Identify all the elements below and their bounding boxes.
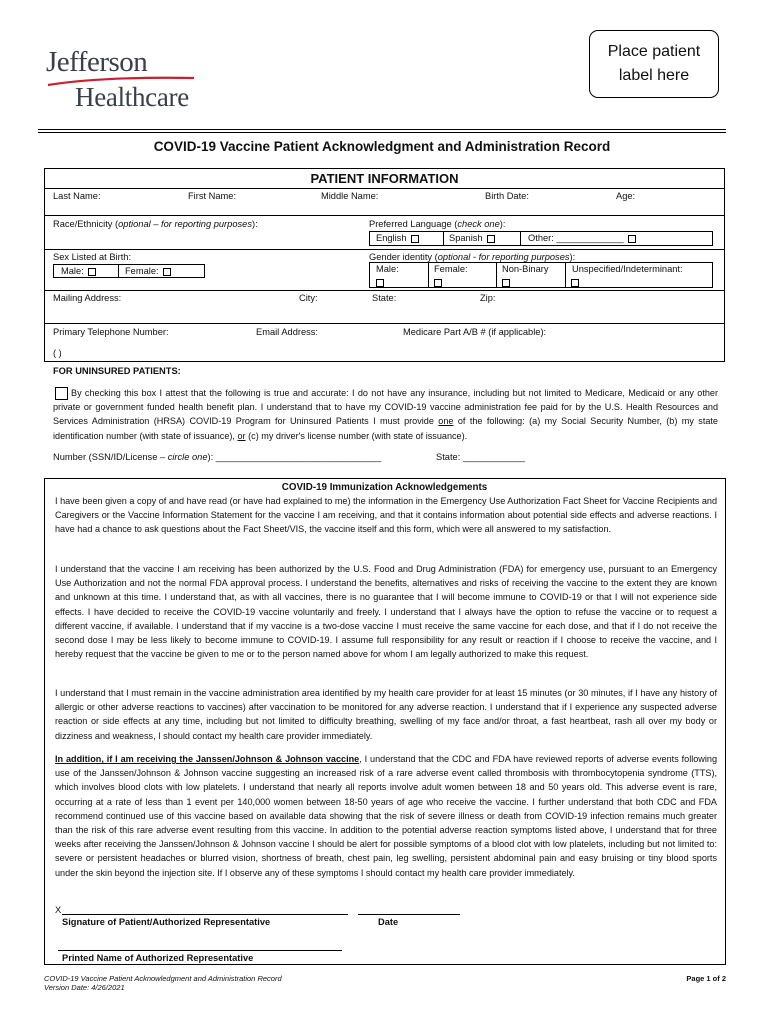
ack-paragraph-2: I understand that the vaccine I am receiving has been authorized by the U.S. Food and Drug Administration (FDA) for emergency use, pursuant to an Emergency Use Authorization and not the normal FDA approval process. I understand the benefits, alternatives and risks of receiving the vaccine to the extent they are known and unknown at this time. I understand that, as with all vaccines, there is no guarantee that I will become immune to COVID-19 or that I will not experience side effects. I have decided to receive the COVID-19 vaccine voluntarily and freely. I understand that I always have the option to refuse the vaccine or to request a different vaccine, if available. I understand that if my vaccine is a two-dose vaccine I must receive the same vaccine for each dose, and that if I do not receive the second dose I may be less likely to become immune to COVID-19. I assume full responsibility for any result or reaction if I choose to receive the vaccine, and I hereby request that the vaccine be given to me or to the person named above for whom I am legally authorized to make this request. — [55, 564, 717, 660]
janssen-text: , I understand that the CDC and FDA have reviewed reports of adverse events following use of the Janssen/Johnson & Johnson vaccine suggesting an increased risk of a rare adverse event called thrombosis with thrombocytopenia syndrome (TTS), which involves blood clots with low platelets. I understand that nearly all reports involve adult women between 18 and 50 years old. This adverse event is rare, occurring at a rate of less than 1 event per 140,000 women between 18-50 years of age who receive the vaccine. I further understand that both CDC and FDA recommend continued use of this vaccine based on available data showing that the risk of severe illness or death from COVID-19 infection remains much greater than the risk of this rare adverse event resulting from this vaccine. In addition to the potential adverse reaction symptoms listed above, I understand that for three weeks after receiving the Janssen/Johnson & Johnson vaccine I should be alert for possible symptoms of a blood clot with low platelets, including but not limited to: severe or persistent headaches or blurred vision, shortness of breath, chest pain, leg swelling, persistent abdominal pain and easy bruising or tiny blood sports under the skin beyond the injection site. If I observe any of these symptoms I should contact my health care provider immediately. — [55, 754, 718, 878]
date-label: Date — [378, 917, 399, 927]
mailing-address-field[interactable]: Mailing Address: — [53, 293, 122, 303]
sex-female-label: Female: — [125, 266, 159, 276]
medicare-field[interactable]: Medicare Part A/B # (if applicable): — [403, 327, 547, 337]
divider — [565, 262, 566, 288]
ack-paragraph-3: I understand that I must remain in the vaccine administration area identified by my health care provider for at least 15 minutes (or 30 minutes, if I have any history of allergic or other adverse reactions to vaccines) after vaccination to be monitored for any adverse reaction. I understand that if I experience any suspected adverse reaction or side effects at any time, including but not limited to difficulty breathing, swelling of my face and/or throat, a fast heartbeat, rash all over my body or dizziness and weakness, I should contact my health care provider immediately. — [55, 688, 717, 741]
patient-label-line2: label here — [618, 67, 690, 84]
gender-unspecified-label: Unspecified/Indeterminant: — [572, 264, 683, 274]
lang-other-label: Other: _____________ — [528, 233, 624, 243]
id-number-field[interactable]: Number (SSN/ID/License – circle one): ________________________________ — [53, 452, 382, 462]
footer-version: Version Date: 4/26/2021 — [44, 983, 125, 992]
uninsured-attestation — [53, 386, 718, 443]
sex-male-checkbox[interactable] — [61, 266, 96, 276]
janssen-lead: In addition, if I am receiving the Janssen/Johnson & Johnson vaccine — [55, 754, 360, 764]
gender-female-label: Female: — [434, 264, 468, 274]
first-name-field[interactable]: First Name: — [188, 191, 237, 201]
language-other-checkbox[interactable] — [528, 233, 636, 243]
checkbox-icon[interactable] — [628, 235, 636, 243]
header-rule-top — [38, 129, 726, 130]
divider — [496, 262, 497, 288]
sex-label: Sex Listed at Birth: — [53, 252, 132, 262]
header-rule-bottom — [38, 132, 726, 133]
ack-left-border — [44, 478, 45, 964]
signature-line[interactable] — [62, 914, 348, 915]
email-field[interactable]: Email Address: — [256, 327, 319, 337]
uninsured-text-or: or — [237, 430, 246, 441]
logo-jefferson: Jefferson — [46, 46, 148, 78]
ack-paragraph-4 — [55, 752, 717, 880]
state-field[interactable]: State: — [372, 293, 397, 303]
ack-top-border — [44, 478, 725, 480]
divider — [44, 215, 725, 216]
gender-label: Gender identity (optional - for reporting purposes): — [369, 252, 576, 262]
signature-x-mark: X — [55, 905, 62, 915]
patient-label-box — [589, 30, 719, 98]
gender-female-checkbox[interactable] — [434, 279, 442, 287]
ack-right-border — [725, 478, 726, 964]
checkbox-icon[interactable] — [487, 235, 495, 243]
ack-heading: COVID-19 Immunization Acknowledgements — [281, 482, 488, 493]
middle-name-field[interactable]: Middle Name: — [321, 191, 379, 201]
checkbox-icon[interactable] — [88, 268, 96, 276]
uninsured-text-b: of the following: (a) my Social Security Number, (b) my state identification number (with state of issuance), — [53, 416, 718, 441]
phone-field[interactable]: Primary Telephone Number: — [53, 327, 169, 337]
language-spanish-checkbox[interactable] — [449, 233, 495, 243]
divider — [118, 264, 119, 278]
ack-bottom-border — [44, 964, 726, 965]
language-english-checkbox[interactable] — [376, 233, 419, 243]
gender-male-checkbox[interactable] — [376, 279, 384, 287]
uninsured-text-a: By checking this box I attest that the following is true and accurate: I do not have any insurance, including but not limited to Medicare, Medicaid or any other private or government funded health benefit plan. I understand that to have my COVID-19 vaccine administration fee paid for by the U.S. Health Resources and Services Administration (HRSA) COVID-19 Program for Uninsured Patients I must provide — [53, 388, 718, 427]
sex-female-checkbox[interactable] — [125, 266, 171, 276]
patient-info-heading: PATIENT INFORMATION — [310, 171, 459, 186]
printed-name-line[interactable] — [58, 950, 342, 951]
logo-healthcare: Healthcare — [75, 82, 189, 112]
uninsured-text-one: one — [438, 416, 454, 427]
printed-name-label: Printed Name of Authorized Representative — [62, 953, 254, 963]
patient-label-line1: Place patient — [607, 43, 701, 60]
uninsured-heading: FOR UNINSURED PATIENTS: — [53, 366, 181, 376]
footer-doc-name: COVID-19 Vaccine Patient Acknowledgment and Administration Record — [44, 974, 282, 983]
divider — [428, 262, 429, 288]
divider — [44, 323, 725, 324]
lang-english-label: English — [376, 233, 407, 243]
signature-label: Signature of Patient/Authorized Representative — [62, 917, 271, 927]
phone-area-code[interactable]: ( ) — [53, 348, 62, 358]
sex-male-label: Male: — [61, 266, 84, 276]
divider — [44, 188, 725, 189]
checkbox-icon[interactable] — [163, 268, 171, 276]
divider — [44, 290, 725, 291]
divider — [520, 231, 521, 246]
id-state-field[interactable]: State: ____________ — [436, 452, 525, 462]
zip-field[interactable]: Zip: — [480, 293, 496, 303]
uninsured-text-c: (c) my driver's license number (with state of issuance). — [245, 430, 468, 441]
divider — [44, 249, 725, 250]
lang-spanish-label: Spanish — [449, 233, 483, 243]
form-title: COVID-19 Vaccine Patient Acknowledgment and Administration Record — [153, 139, 611, 154]
gender-nonbinary-checkbox[interactable] — [502, 279, 510, 287]
last-name-field[interactable]: Last Name: — [53, 191, 101, 201]
gender-male-label: Male: — [376, 264, 399, 274]
date-line[interactable] — [358, 914, 460, 915]
gender-unspecified-checkbox[interactable] — [571, 279, 579, 287]
checkbox-icon[interactable] — [411, 235, 419, 243]
city-field[interactable]: City: — [299, 293, 318, 303]
ack-paragraph-1: I have been given a copy of and have read (or have had explained to me) the information in the Emergency Use Authorization Fact Sheet for Vaccine Recipients and Caregivers or the Vaccine Information Statement for the vaccine I am receiving, and that it contains information about potential side effects and adverse reactions. I have had a chance to ask questions about the Fact Sheet/VIS, the vaccine itself and this form, which were all answered to my satisfaction. — [55, 496, 717, 535]
footer-page-number: Page 1 of 2 — [686, 974, 726, 983]
language-label: Preferred Language (check one): — [369, 219, 506, 229]
divider — [443, 231, 444, 246]
gender-nonbinary-label: Non-Binary — [502, 264, 549, 274]
race-field[interactable]: Race/Ethnicity (optional – for reporting purposes): — [53, 219, 258, 229]
age-field[interactable]: Age: — [616, 191, 636, 201]
birth-date-field[interactable]: Birth Date: — [485, 191, 529, 201]
